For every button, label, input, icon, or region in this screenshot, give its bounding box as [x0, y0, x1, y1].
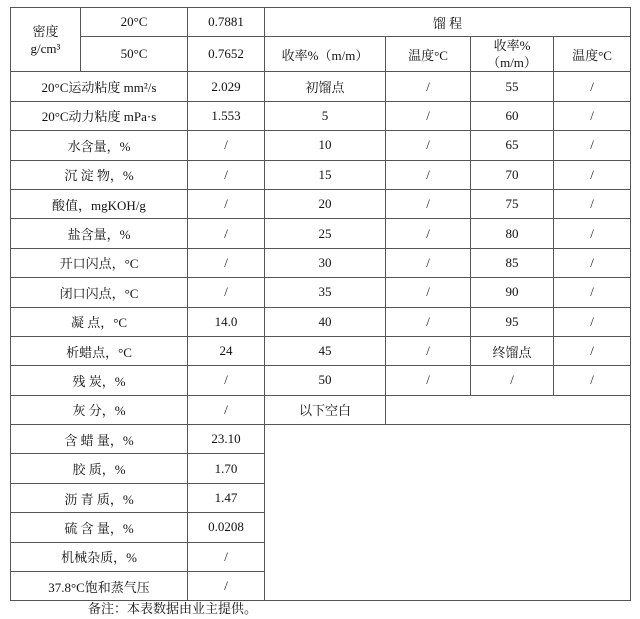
property-value: 14.0 [188, 307, 265, 336]
property-value: / [188, 366, 265, 395]
table-row [11, 160, 631, 189]
property-value: / [188, 278, 265, 307]
temp-cell: / [386, 248, 471, 277]
property-value: / [188, 542, 265, 571]
property-name: 沉 淀 物，% [11, 160, 188, 189]
yield-cell: 25 [265, 219, 386, 248]
property-name: 水含量，% [11, 131, 188, 160]
property-value: / [188, 572, 265, 601]
property-name: 沥 青 质，% [11, 483, 188, 512]
property-value: / [188, 248, 265, 277]
yield-cell: 10 [265, 131, 386, 160]
temp-cell: / [386, 72, 471, 101]
property-value: / [188, 395, 265, 424]
property-name: 机械杂质，% [11, 542, 188, 571]
table-note: 备注：本表数据由业主提供。 [88, 601, 258, 616]
temp-cell: / [554, 219, 631, 248]
property-name: 20°C运动粘度 mm²/s [11, 72, 188, 101]
temp-cell: / [386, 336, 471, 365]
yield-cell: 50 [265, 366, 386, 395]
temp-cell: / [554, 101, 631, 130]
table-row [11, 278, 631, 307]
table-row [11, 219, 631, 248]
temp-cell: / [386, 366, 471, 395]
property-name: 37.8°C饱和蒸气压 [11, 572, 188, 601]
yield-cell: 15 [265, 160, 386, 189]
temp-cell: / [386, 131, 471, 160]
temp-cell: / [554, 189, 631, 218]
density-20-cell: 0.7881 [188, 8, 265, 37]
table-row [11, 248, 631, 277]
blank-note-cell: 以下空白 [265, 395, 386, 424]
property-name: 含 蜡 量，% [11, 425, 188, 454]
temp-50-cell: 50°C [81, 37, 188, 72]
col-temp-1: 温度°C [386, 37, 471, 72]
property-name: 闭口闪点，°C [11, 278, 188, 307]
yield-cell: 65 [471, 131, 554, 160]
empty-cell [386, 395, 631, 424]
temp-cell: / [554, 366, 631, 395]
table-row [11, 395, 631, 424]
property-value: 1.47 [188, 483, 265, 512]
temp-cell: / [554, 72, 631, 101]
table-row [11, 366, 631, 395]
col-yield-2-line2: （m/m） [487, 55, 537, 71]
yield-cell: 70 [471, 160, 554, 189]
yield-cell: 55 [471, 72, 554, 101]
yield-cell: 45 [265, 336, 386, 365]
temp-cell: / [554, 160, 631, 189]
table-row [11, 336, 631, 365]
properties-table [10, 7, 631, 601]
property-value: 1.70 [188, 454, 265, 483]
yield-cell: 80 [471, 219, 554, 248]
property-value: 2.029 [188, 72, 265, 101]
table-row [11, 425, 631, 454]
yield-cell: 35 [265, 278, 386, 307]
yield-cell: / [471, 366, 554, 395]
density-50-cell: 0.7652 [188, 37, 265, 72]
yield-cell: 95 [471, 307, 554, 336]
property-name: 20°C动力粘度 mPa·s [11, 101, 188, 130]
property-name: 酸值，mgKOH/g [11, 189, 188, 218]
property-value: 0.0208 [188, 513, 265, 542]
temp-cell: / [554, 336, 631, 365]
property-name: 开口闪点，°C [11, 248, 188, 277]
property-value: / [188, 131, 265, 160]
property-name: 凝 点，°C [11, 307, 188, 336]
temp-cell: / [554, 278, 631, 307]
property-value: 24 [188, 336, 265, 365]
col-yield-1: 收率%（m/m） [265, 37, 386, 72]
temp-cell: / [386, 278, 471, 307]
yield-cell: 30 [265, 248, 386, 277]
temp-cell: / [386, 189, 471, 218]
property-name: 盐含量，% [11, 219, 188, 248]
density-label-text: 密度 [32, 23, 59, 39]
yield-cell: 75 [471, 189, 554, 218]
yield-cell: 初馏点 [265, 72, 386, 101]
property-value: / [188, 189, 265, 218]
yield-cell: 90 [471, 278, 554, 307]
property-value: / [188, 160, 265, 189]
density-unit-text: g/cm³ [30, 40, 61, 56]
table-row [11, 72, 631, 101]
table-row [11, 307, 631, 336]
temp-cell: / [386, 219, 471, 248]
temp-cell: / [554, 248, 631, 277]
temp-cell: / [554, 307, 631, 336]
yield-cell: 5 [265, 101, 386, 130]
property-value: / [188, 219, 265, 248]
col-temp-2: 温度°C [554, 37, 631, 72]
property-name: 硫 含 量，% [11, 513, 188, 542]
property-name: 析蜡点，°C [11, 336, 188, 365]
table-row [11, 101, 631, 130]
temp-cell: / [386, 307, 471, 336]
table-row [11, 131, 631, 160]
temp-cell: / [386, 160, 471, 189]
yield-cell: 60 [471, 101, 554, 130]
distillation-header: 馏 程 [265, 8, 631, 37]
temp-cell: / [386, 101, 471, 130]
yield-cell: 20 [265, 189, 386, 218]
blank-area [265, 425, 631, 601]
property-name: 胶 质，% [11, 454, 188, 483]
yield-cell: 85 [471, 248, 554, 277]
density-label [11, 8, 81, 72]
col-yield-2 [471, 37, 554, 72]
property-value: 1.553 [188, 101, 265, 130]
yield-cell: 终馏点 [471, 336, 554, 365]
col-yield-2-line1: 收率% [493, 38, 531, 54]
temp-cell: / [554, 131, 631, 160]
property-name: 残 炭，% [11, 366, 188, 395]
yield-cell: 40 [265, 307, 386, 336]
temp-20-cell: 20°C [81, 8, 188, 37]
property-name: 灰 分，% [11, 395, 188, 424]
property-value: 23.10 [188, 425, 265, 454]
table-row [11, 189, 631, 218]
